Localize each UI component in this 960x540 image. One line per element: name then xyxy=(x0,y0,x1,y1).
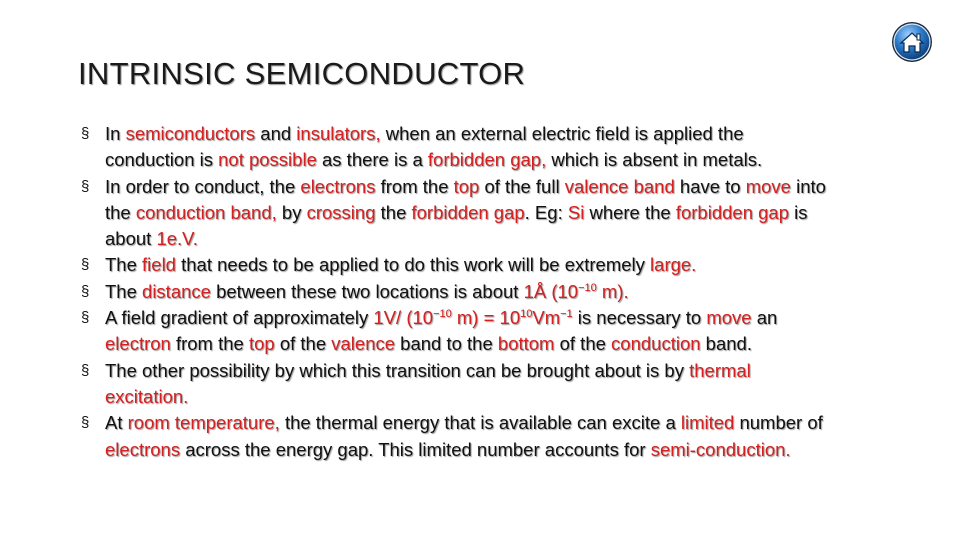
bullet-marker: § xyxy=(81,125,90,142)
text-segment: is about xyxy=(105,201,808,250)
text-segment: the thermal energy that is available can excite a xyxy=(279,412,681,434)
highlight-segment: m) = 10 xyxy=(451,307,521,329)
highlight-segment: move xyxy=(745,175,791,197)
text-segment: of the xyxy=(554,333,612,355)
text-segment: is necessary to xyxy=(572,307,707,329)
bullet-marker: § xyxy=(81,361,90,379)
text-segment: into the xyxy=(105,175,826,223)
highlight-segment: Vm xyxy=(532,307,561,329)
highlight-segment: top xyxy=(453,175,480,197)
highlight-segment: valence band xyxy=(564,175,675,197)
bullet-list xyxy=(78,121,838,463)
text-segment: across the energy gap. This limited number accounts for xyxy=(180,438,651,460)
text-segment: of the full xyxy=(479,175,565,197)
highlight-segment: conduction band, xyxy=(135,201,277,223)
text-segment: band. xyxy=(700,333,752,355)
highlight-segment: semi-conduction. xyxy=(650,438,791,460)
highlight-segment: forbidden gap xyxy=(675,201,789,223)
highlight-segment: 1V/ (10 xyxy=(373,307,434,329)
text-segment: from the xyxy=(170,333,249,355)
bullet-item xyxy=(78,121,838,174)
slide-title: INTRINSIC SEMICONDUCTOR xyxy=(78,56,526,91)
text-segment: which is absent in metals. xyxy=(546,149,763,171)
text-segment: of the xyxy=(274,333,332,355)
highlight-segment: limited xyxy=(680,412,735,434)
bullet-item xyxy=(78,358,838,411)
text-segment: . Eg: xyxy=(524,201,568,223)
highlight-segment: m). xyxy=(596,280,629,302)
highlight-segment: conduction xyxy=(611,333,701,355)
bullet-item xyxy=(78,305,838,358)
text-segment: by xyxy=(276,201,307,223)
highlight-segment: field xyxy=(142,254,176,276)
highlight-segment: 1e.V. xyxy=(156,228,198,250)
text-segment: The xyxy=(105,280,143,302)
highlight-segment: electrons xyxy=(105,438,181,460)
text-segment: A field gradient of approximately xyxy=(105,307,374,329)
text-segment: when an external electric field is applied the conduction is xyxy=(105,123,744,171)
bullet-marker: § xyxy=(81,414,90,432)
text-segment: the xyxy=(375,201,412,223)
highlight-segment: −10 xyxy=(433,307,452,320)
text-segment: from the xyxy=(375,175,454,197)
text-segment: In order to conduct, the xyxy=(105,175,301,197)
highlight-segment: semiconductors xyxy=(125,123,256,144)
highlight-segment: top xyxy=(248,333,275,355)
bullet-marker: § xyxy=(81,256,90,274)
bullet-marker: § xyxy=(81,309,90,327)
bullet-item xyxy=(78,174,838,253)
bullet-item xyxy=(78,279,838,305)
bullet-item xyxy=(78,252,838,278)
home-button[interactable] xyxy=(890,20,934,64)
text-segment: band to the xyxy=(395,333,498,355)
text-segment: have to xyxy=(674,175,746,197)
highlight-segment: valence xyxy=(331,333,396,355)
highlight-segment: not possible xyxy=(218,149,317,171)
highlight-segment: −1 xyxy=(560,307,573,320)
text-segment: number of xyxy=(734,412,823,434)
highlight-segment: Si xyxy=(567,201,585,223)
text-segment: The other possibility by which this transition can be brought about is by xyxy=(105,359,690,381)
highlight-segment: room temperature, xyxy=(127,412,280,434)
text-segment: that needs to be applied to do this work will be extremely xyxy=(175,254,651,276)
highlight-segment: 1Å (10 xyxy=(523,280,579,302)
highlight-segment: thermal excitation. xyxy=(105,359,751,407)
bullet-marker: § xyxy=(81,177,90,195)
highlight-segment: electron xyxy=(105,333,171,355)
text-segment: In xyxy=(105,123,126,144)
highlight-segment: electrons xyxy=(300,175,376,197)
highlight-segment: crossing xyxy=(306,201,376,223)
highlight-segment: large. xyxy=(650,254,697,276)
text-segment: and xyxy=(255,123,297,144)
text-segment: The xyxy=(105,254,143,276)
highlight-segment: −10 xyxy=(578,281,597,294)
highlight-segment: 10 xyxy=(520,307,533,320)
text-segment: between these two locations is about xyxy=(210,280,524,302)
highlight-segment: forbidden gap xyxy=(411,201,525,223)
text-segment: At xyxy=(105,412,128,434)
text-segment: an xyxy=(751,307,778,329)
highlight-segment: bottom xyxy=(497,333,555,355)
home-icon xyxy=(890,20,934,64)
highlight-segment: forbidden gap, xyxy=(427,149,547,171)
text-segment: where the xyxy=(584,201,676,223)
bullet-item xyxy=(78,410,838,463)
text-segment: as there is a xyxy=(316,149,428,171)
highlight-segment: distance xyxy=(142,280,211,302)
highlight-segment: insulators, xyxy=(296,123,381,144)
highlight-segment: move xyxy=(706,307,752,329)
bullet-marker: § xyxy=(81,282,90,300)
